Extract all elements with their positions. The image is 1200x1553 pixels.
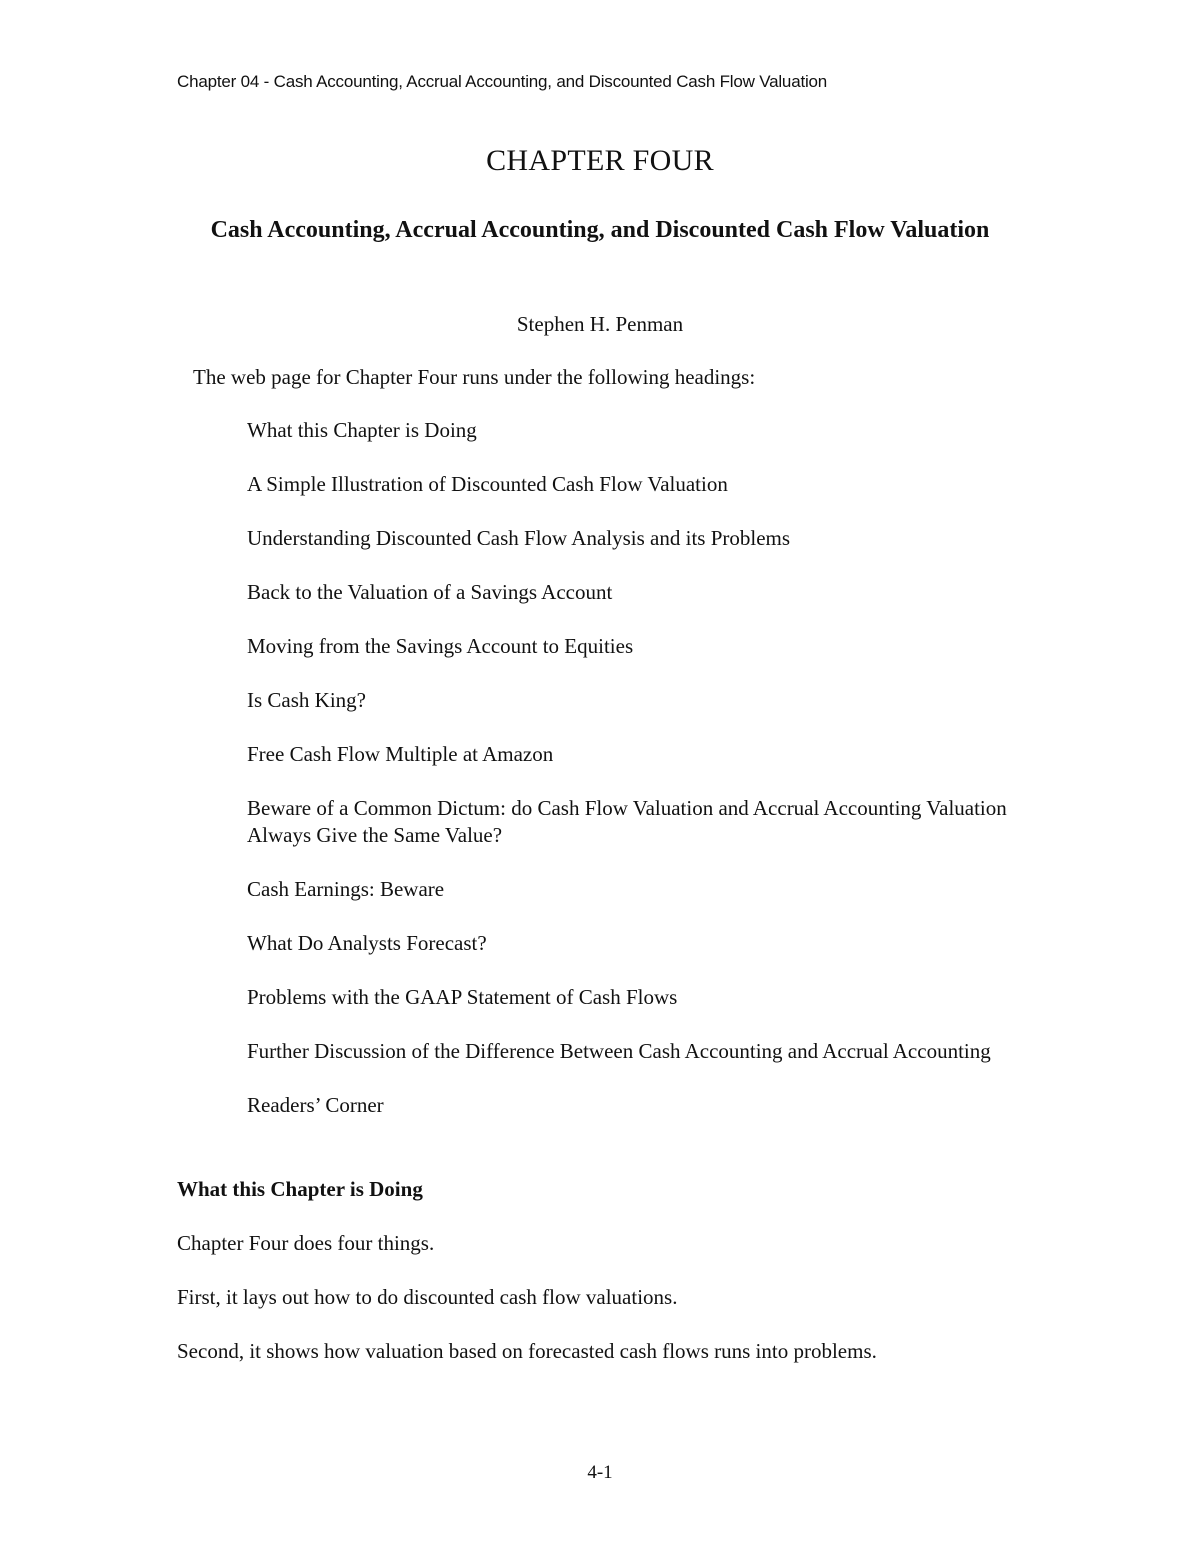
intro-text: The web page for Chapter Four runs under the following headings: bbox=[193, 365, 756, 389]
heading-item: Back to the Valuation of a Savings Account bbox=[247, 580, 613, 604]
heading-item: Readers’ Corner bbox=[247, 1093, 384, 1117]
headings-list bbox=[247, 417, 1027, 1146]
chapter-subtitle: Cash Accounting, Accrual Accounting, and Discounted Cash Flow Valuation bbox=[210, 217, 990, 243]
body-paragraph: Second, it shows how valuation based on forecasted cash flows runs into problems. bbox=[177, 1339, 877, 1363]
chapter-title: CHAPTER FOUR bbox=[486, 144, 714, 177]
heading-item: Beware of a Common Dictum: do Cash Flow Valuation and Accrual Accounting Valuation Always Give the Same Value? bbox=[247, 796, 1007, 847]
body-paragraph: Chapter Four does four things. bbox=[177, 1231, 435, 1255]
running-header: Chapter 04 - Cash Accounting, Accrual Accounting, and Discounted Cash Flow Valuation bbox=[177, 72, 828, 91]
heading-item: Problems with the GAAP Statement of Cash Flows bbox=[247, 985, 678, 1009]
heading-item: A Simple Illustration of Discounted Cash Flow Valuation bbox=[247, 472, 728, 496]
section-body bbox=[177, 1229, 1027, 1391]
heading-item: Further Discussion of the Difference Between Cash Accounting and Accrual Accounting bbox=[247, 1039, 991, 1063]
heading-item: Understanding Discounted Cash Flow Analysis and its Problems bbox=[247, 526, 791, 550]
page-number: 4-1 bbox=[587, 1462, 613, 1483]
heading-item: What this Chapter is Doing bbox=[247, 418, 477, 442]
body-paragraph: First, it lays out how to do discounted cash flow valuations. bbox=[177, 1285, 678, 1309]
heading-item: Is Cash King? bbox=[247, 688, 366, 712]
heading-item: Free Cash Flow Multiple at Amazon bbox=[247, 742, 554, 766]
heading-item: Cash Earnings: Beware bbox=[247, 877, 445, 901]
heading-item: What Do Analysts Forecast? bbox=[247, 931, 487, 955]
section-heading: What this Chapter is Doing bbox=[177, 1177, 423, 1201]
heading-item: Moving from the Savings Account to Equities bbox=[247, 634, 634, 658]
author: Stephen H. Penman bbox=[516, 312, 684, 336]
